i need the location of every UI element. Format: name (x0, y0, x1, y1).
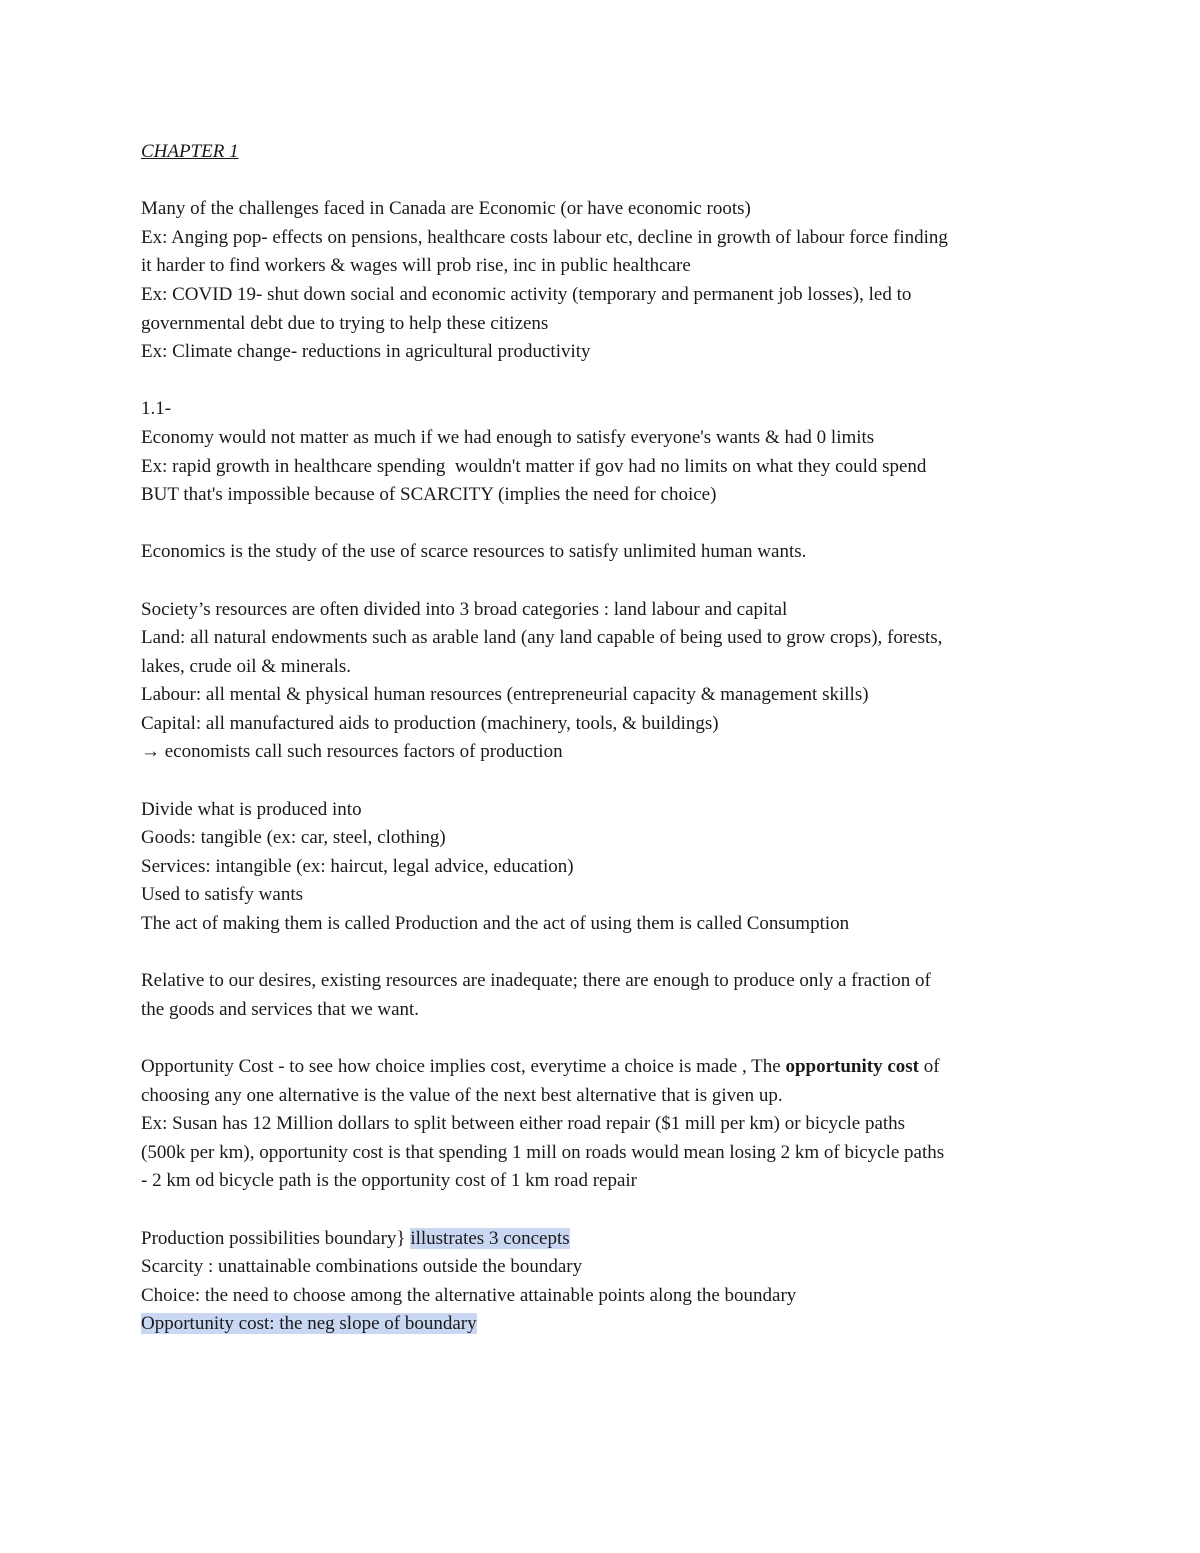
opportunity-line-1-end: of (918, 1056, 940, 1077)
resources-line-3: lakes, crude oil & minerals. (141, 655, 351, 677)
section-heading-1-1: 1.1- (141, 398, 172, 420)
relative-line-1: Relative to our desires, existing resources are inadequate; there are enough to produce only a fraction of (141, 970, 931, 992)
opportunity-cost-term: opportunity cost (785, 1056, 919, 1077)
spacer (141, 367, 1071, 396)
ppb-line-2: Scarcity : unattainable combinations outside the boundary (141, 1256, 583, 1278)
section-1-1-line-2: Ex: rapid growth in healthcare spending wouldn't matter if gov had no limits on what they could spend (141, 455, 927, 477)
ppb-highlighted-concepts: illustrates 3 concepts (410, 1227, 570, 1249)
spacer (141, 167, 1071, 196)
production-line-4: Used to satisfy wants (141, 884, 304, 906)
economics-definition: Economics is the study of the use of scarce resources to satisfy unlimited human wants. (141, 541, 807, 563)
opportunity-line-3: Ex: Susan has 12 Million dollars to split between either road repair ($1 mill per km) or bicycle paths (141, 1113, 906, 1135)
resources-line-4: Labour: all mental & physical human resources (entrepreneurial capacity & management skills) (141, 684, 869, 706)
ppb-highlighted-opportunity-cost: Opportunity cost: the neg slope of boundary (141, 1313, 477, 1335)
section-1-1-line-1: Economy would not matter as much if we had enough to satisfy everyone's wants & had 0 limits (141, 426, 875, 448)
production-line-3: Services: intangible (ex: haircut, legal advice, education) (141, 855, 574, 877)
spacer (141, 1196, 1071, 1225)
resources-line-5: Capital: all manufactured aids to production (machinery, tools, & buildings) (141, 712, 719, 734)
spacer (141, 1024, 1071, 1053)
intro-line-1: Many of the challenges faced in Canada are Economic (or have economic roots) (141, 198, 751, 220)
intro-line-6: Ex: Climate change- reductions in agricultural productivity (141, 341, 591, 363)
spacer (141, 567, 1071, 596)
opportunity-line-1-text: Opportunity Cost - to see how choice implies cost, everytime a choice is made , The (141, 1056, 786, 1077)
production-line-5: The act of making them is called Production and the act of using them is called Consumption (141, 913, 850, 935)
section-1-1-line-3: BUT that's impossible because of SCARCITY (implies the need for choice) (141, 484, 717, 506)
opportunity-line-4: (500k per km), opportunity cost is that spending 1 mill on roads would mean losing 2 km of bicycle paths (141, 1141, 945, 1163)
ppb-line-1 (141, 1225, 1071, 1254)
opportunity-line-1 (141, 1053, 1071, 1082)
spacer (141, 510, 1071, 539)
production-line-2: Goods: tangible (ex: car, steel, clothing) (141, 827, 446, 849)
ppb-line-4 (141, 1310, 1071, 1339)
spacer (141, 767, 1071, 796)
resources-line-2: Land: all natural endowments such as arable land (any land capable of being used to grow crops), forests, (141, 627, 943, 649)
resources-line-1: Society’s resources are often divided into 3 broad categories : land labour and capital (141, 598, 788, 620)
document-page (141, 138, 1071, 1339)
intro-line-3: it harder to find workers & wages will prob rise, inc in public healthcare (141, 255, 691, 277)
resources-line-6: → economists call such resources factors of production (141, 741, 563, 763)
opportunity-line-2: choosing any one alternative is the value of the next best alternative that is given up. (141, 1084, 783, 1106)
relative-line-2: the goods and services that we want. (141, 998, 420, 1020)
ppb-line-3: Choice: the need to choose among the alternative attainable points along the boundary (141, 1284, 797, 1306)
intro-line-5: governmental debt due to trying to help these citizens (141, 312, 549, 334)
intro-line-2: Ex: Anging pop- effects on pensions, healthcare costs labour etc, decline in growth of labour force finding (141, 226, 948, 248)
opportunity-line-5: - 2 km od bicycle path is the opportunity cost of 1 km road repair (141, 1170, 637, 1192)
intro-line-4: Ex: COVID 19- shut down social and economic activity (temporary and permanent job losses), led to (141, 283, 912, 305)
chapter-heading (141, 138, 1071, 167)
spacer (141, 939, 1071, 968)
ppb-line-1-text: Production possibilities boundary} (141, 1227, 411, 1249)
chapter-title: CHAPTER 1 (141, 141, 239, 162)
production-line-1: Divide what is produced into (141, 798, 362, 820)
